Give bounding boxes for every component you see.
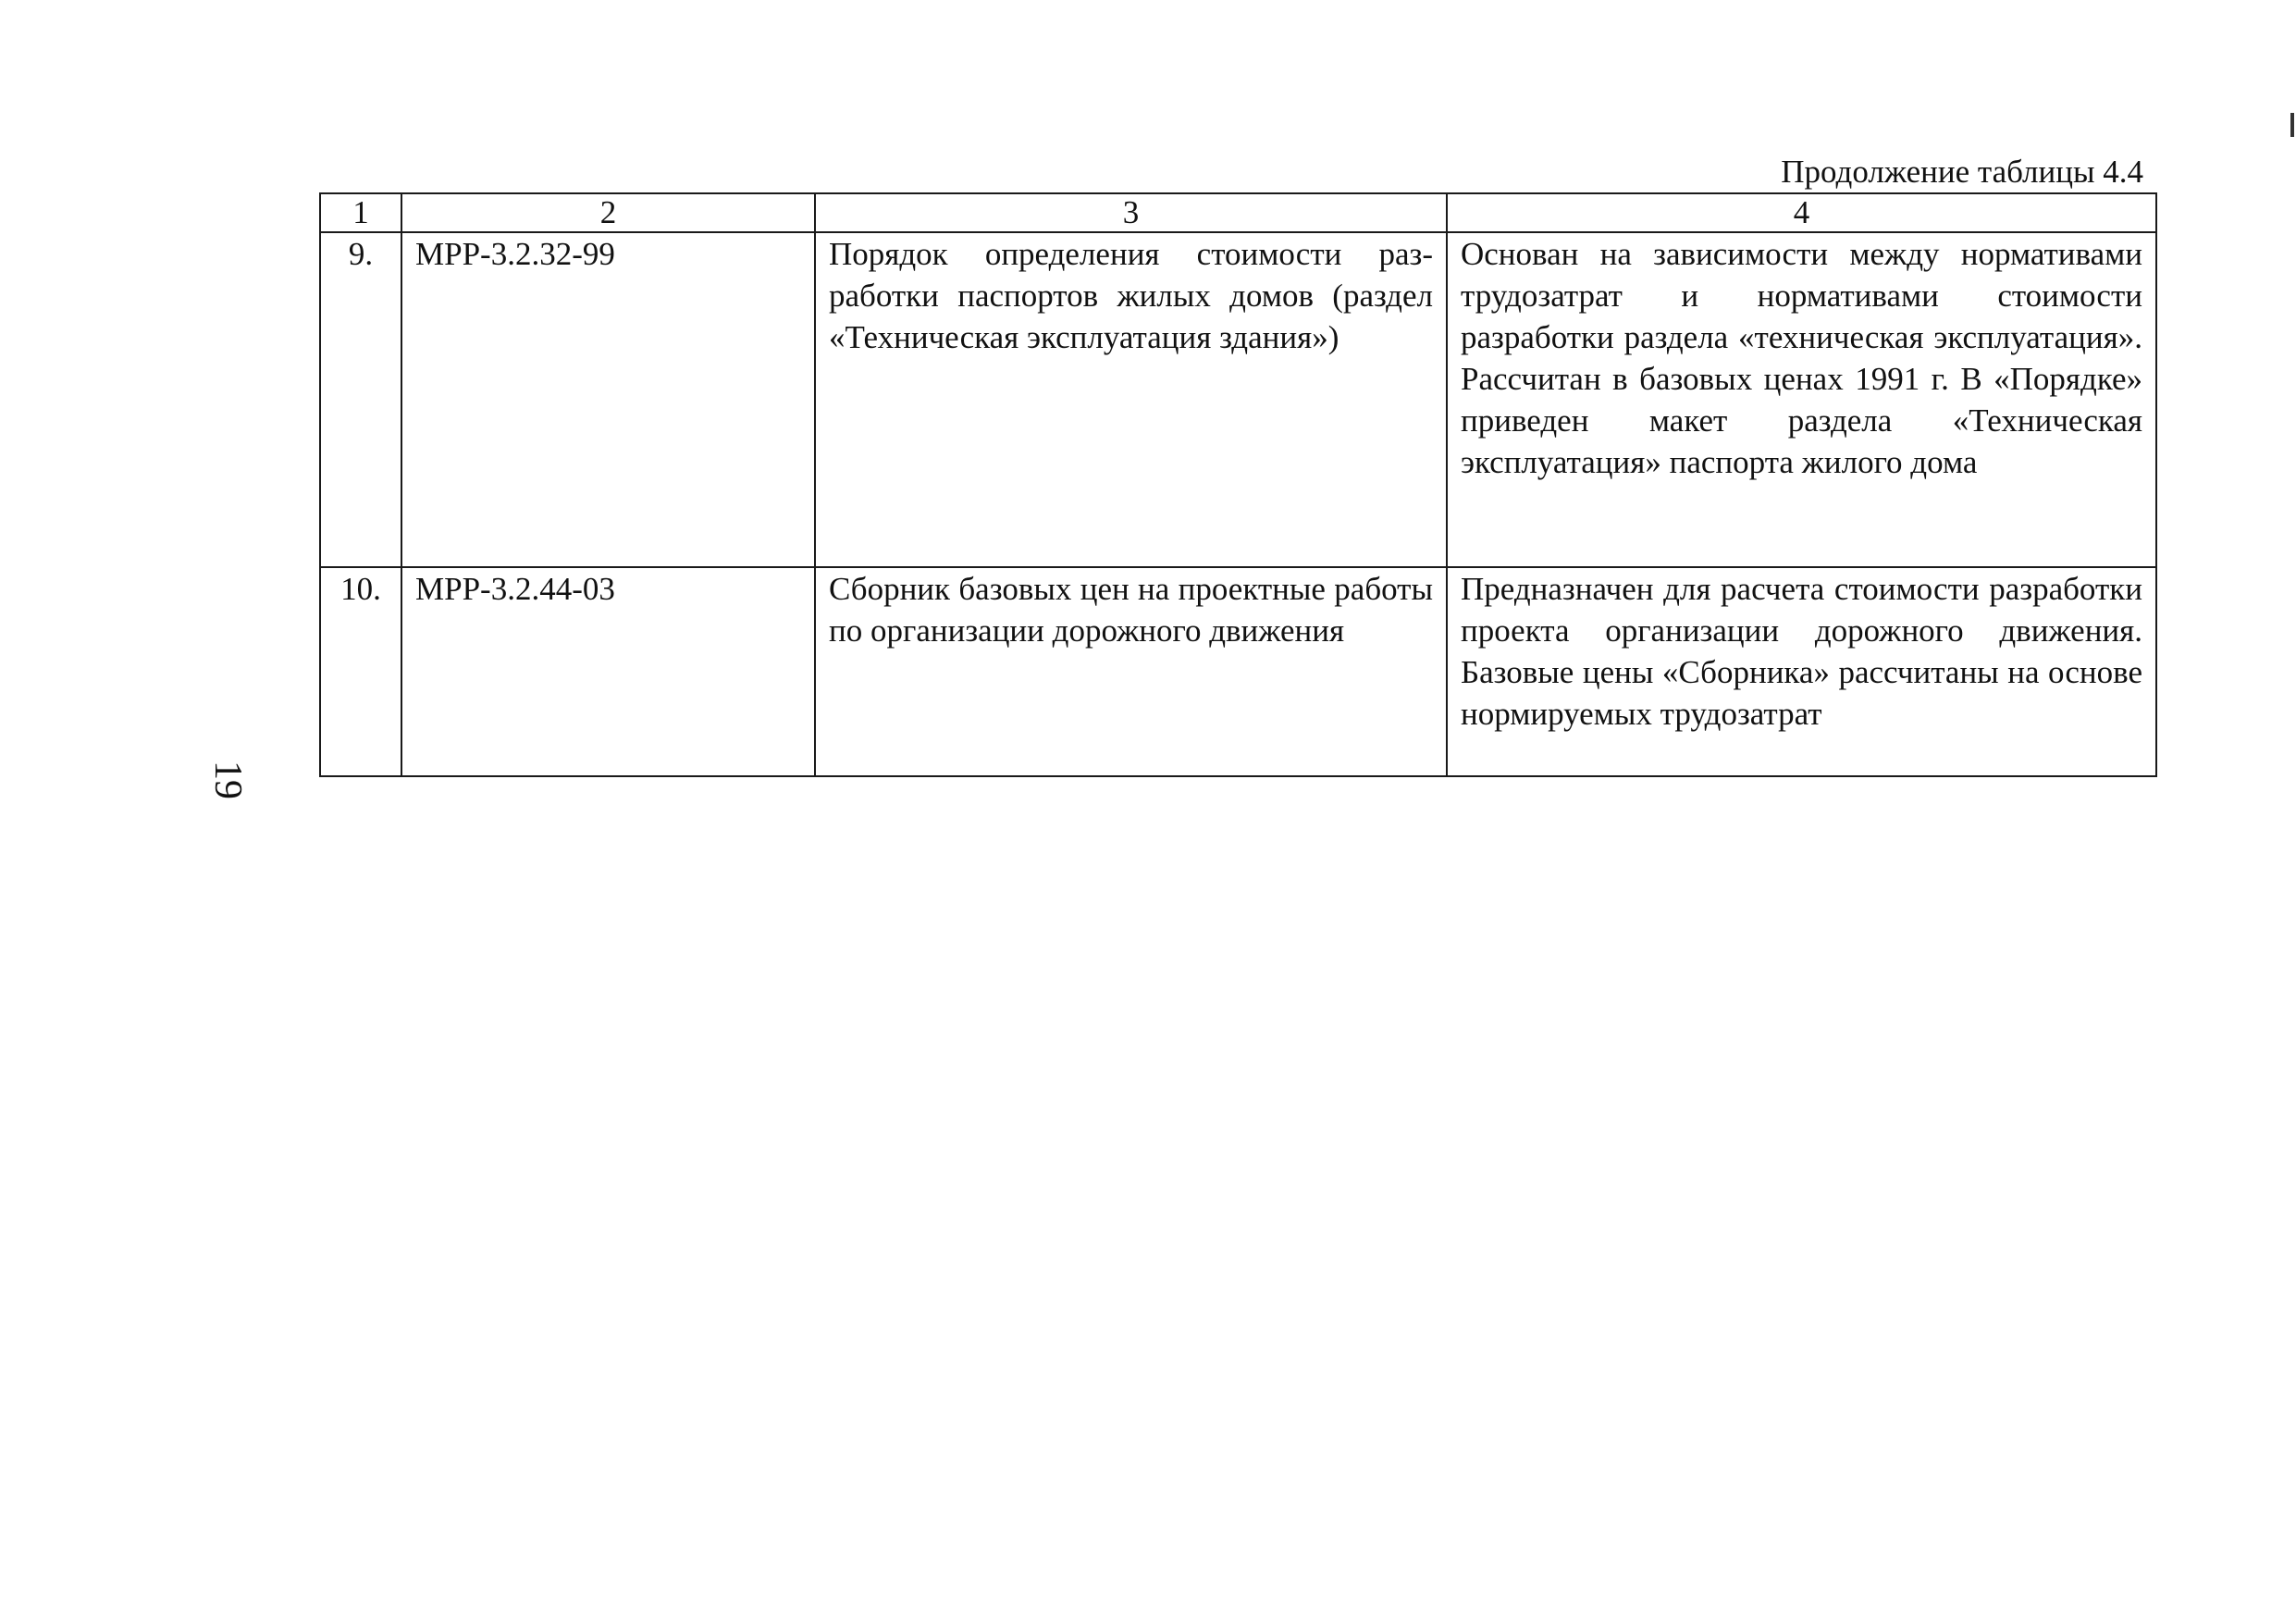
table-row — [320, 232, 2156, 567]
table-header-row — [320, 193, 2156, 232]
row-number: 10. — [320, 567, 401, 776]
column-header-3: 3 — [815, 193, 1447, 232]
document-code: МРР-3.2.44-03 — [401, 567, 815, 776]
column-header-2: 2 — [401, 193, 815, 232]
document-table — [319, 192, 2157, 777]
document-code: МРР-3.2.32-99 — [401, 232, 815, 567]
document-title: Сборник базовых цен на проектные работы по организации дорожного движения — [815, 567, 1447, 776]
table-continuation-caption: Продолжение таблицы 4.4 — [1781, 154, 2143, 190]
scan-edge-mark — [2290, 113, 2294, 137]
document-description: Предназначен для расчета стоимости разработки проекта организации дорожного движения. Базовые цены «Сборника» рассчитаны на основе нормируемых трудозатрат — [1447, 567, 2156, 776]
column-header-4: 4 — [1447, 193, 2156, 232]
table-row — [320, 567, 2156, 776]
document-description: Основан на зависимости между нормативами трудозатрат и нормативами стоимости разработки раздела «техническая эксплуатация». Рассчитан в базовых ценах 1991 г. В «Порядке» приведен макет раздела «Техническая эксплуатация» паспорта жилого дома — [1447, 232, 2156, 567]
document-title: Порядок определения стоимости разработки паспортов жилых домов (раздел «Техническая эксплуатация здания») — [815, 232, 1447, 567]
column-header-1: 1 — [320, 193, 401, 232]
page-number: 19 — [206, 761, 249, 799]
row-number: 9. — [320, 232, 401, 567]
